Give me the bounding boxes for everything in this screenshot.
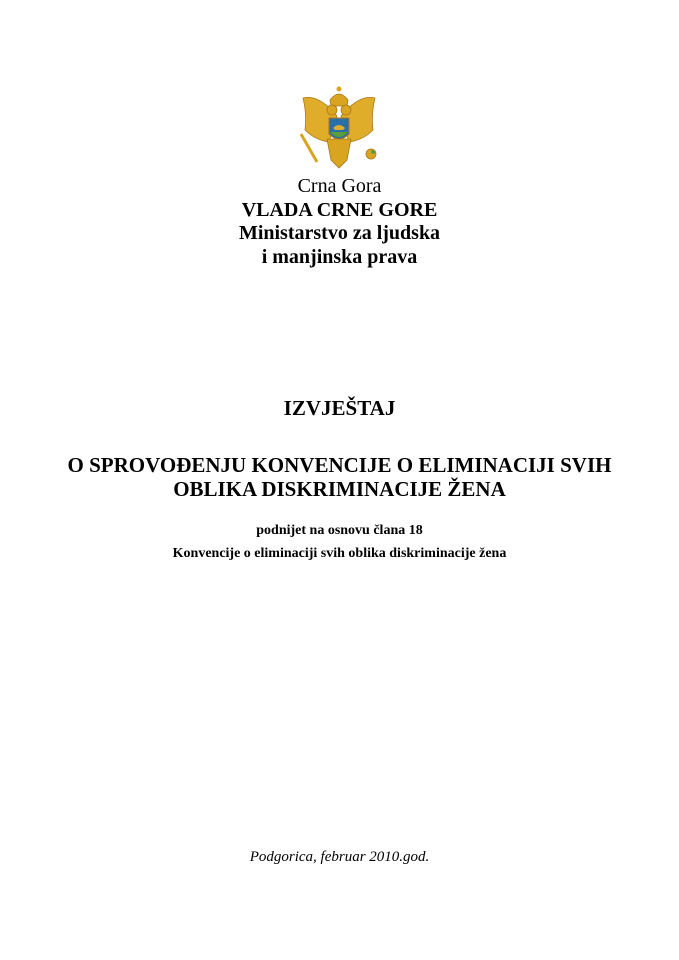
coat-of-arms-emblem bbox=[297, 84, 381, 178]
place-and-date: Podgorica, februar 2010.god. bbox=[249, 849, 430, 865]
submission-note-line2: Konvencije o eliminaciji svih oblika diskriminacije žena bbox=[172, 546, 507, 561]
ministry-name-line2: i manjinska prava bbox=[261, 246, 418, 268]
country-name: Crna Gora bbox=[297, 175, 382, 197]
document-subtitle-line1: O SPROVOĐENJU KONVENCIJE O ELIMINACIJI SVIH bbox=[67, 453, 612, 477]
submission-note-line1: podnijet na osnovu člana 18 bbox=[256, 523, 423, 538]
document-subtitle-line2: OBLIKA DISKRIMINACIJE ŽENA bbox=[173, 477, 506, 501]
document-title: IZVJEŠTAJ bbox=[283, 396, 396, 420]
government-name: VLADA CRNE GORE bbox=[241, 199, 438, 221]
ministry-name-line1: Ministarstvo za ljudska bbox=[238, 222, 441, 244]
